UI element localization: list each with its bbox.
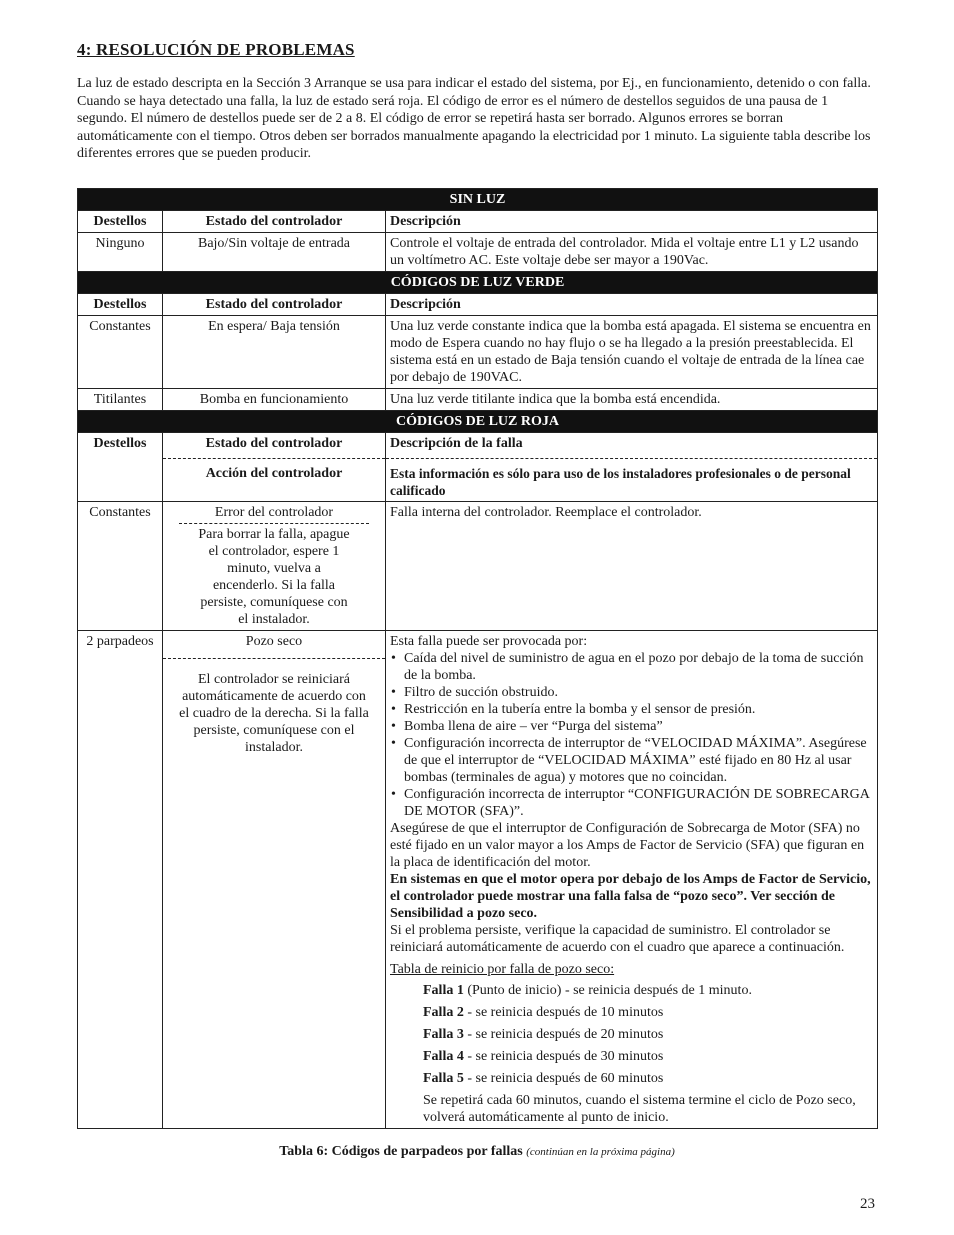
list-item: • Configuración incorrecta de interruptor de “VELOCIDAD MÁXIMA”. Asegúrese de que el interruptor de “VELOCIDAD MÁXIMA” esté fijado en 80 Hz al usar bombas (terminales de agua) y motores que no coincidan. [404, 735, 873, 786]
table-cell [163, 631, 386, 1129]
table-cell: En espera/ Baja tensión [163, 316, 386, 389]
table-caption [0, 1144, 954, 1160]
divider [386, 458, 877, 459]
table-cell: Falla interna del controlador. Reemplace el controlador. [386, 502, 878, 631]
list-item: Falla 1 (Punto de inicio) - se reinicia después de 1 minuto. [423, 983, 752, 998]
header-estado: Estado del controlador [205, 436, 343, 451]
sfa-paragraph: Asegúrese de que el interruptor de Configuración de Sobrecarga de Motor (SFA) no esté fijado en un valor mayor a los Amps de Factor de Servicio (SFA) que figuran en la placa de identificación del motor. [390, 821, 865, 870]
reset-list [390, 982, 873, 1126]
header-estado-accion [163, 433, 386, 502]
header-estado: Estado del controlador [163, 211, 386, 233]
header-descripcion: Descripción [386, 211, 878, 233]
table-cell [386, 631, 878, 1129]
list-item: • Filtro de succión obstruido. [404, 684, 873, 701]
estado-text: Pozo seco [245, 634, 303, 649]
list-item: • Bomba llena de aire – ver “Purga del sistema” [404, 718, 873, 735]
reset-table-title: Tabla de reinicio por falla de pozo seco: [390, 962, 615, 977]
list-item: Falla 2 - se reinicia después de 10 minutos [423, 1005, 664, 1020]
table-cell: Constantes [78, 502, 163, 631]
accion-text: Para borrar la falla, apague el controlador, espere 1 minuto, vuelva a encenderlo. Si la falla persiste, comuníquese con el instalador. [198, 527, 350, 627]
page-number: 23 [860, 1196, 875, 1212]
table-cell: Bajo/Sin voltaje de entrada [163, 233, 386, 272]
fault-codes-table [77, 188, 878, 1129]
section-title: 4: RESOLUCIÓN DE PROBLEMAS [77, 40, 355, 59]
table-cell: Una luz verde constante indica que la bomba está apagada. El sistema se encuentra en modo de Espera cuando no hay flujo o se ha llegado a la presión preestablecida. El sistema está en un estado de Baja tensión cuando el voltaje de entrada de la línea cae por debajo de 190VAC. [386, 316, 878, 389]
table-cell: Una luz verde titilante indica que la bomba está encendida. [386, 389, 878, 411]
warning-paragraph: En sistemas en que el motor opera por debajo de los Amps de Factor de Servicio, el controlador puede mostrar una falla falsa de “pozo seco”. Ver sección de Sensibilidad a pozo seco. [390, 872, 871, 921]
table-cell: Controle el voltaje de entrada del controlador. Mida el voltaje entre L1 y L2 usando un voltímetro AC. Este voltaje debe ser mayor a 190Vac. [386, 233, 878, 272]
caption-text: Tabla 6: Códigos de parpadeos por fallas [279, 1144, 523, 1159]
table-cell: 2 parpadeos [78, 631, 163, 1129]
divider [163, 458, 385, 459]
table-cell: Constantes [78, 316, 163, 389]
table-cell: Titilantes [78, 389, 163, 411]
header-destellos: Destellos [78, 211, 163, 233]
cause-intro: Esta falla puede ser provocada por: [390, 634, 588, 649]
table-cell: Ninguno [78, 233, 163, 272]
header-descripcion: Descripción de la falla [390, 436, 523, 451]
header-descripcion-falla [386, 433, 878, 502]
table-cell: Bomba en funcionamiento [163, 389, 386, 411]
list-item: • Configuración incorrecta de interruptor “CONFIGURACIÓN DE SOBRECARGA DE MOTOR (SFA)”. [404, 786, 873, 820]
header-note: Esta información es sólo para uso de los instaladores profesionales o de personal calificado [390, 466, 851, 498]
cause-list [390, 650, 873, 820]
band-verde: CÓDIGOS DE LUZ VERDE [78, 272, 878, 294]
list-item: • Restricción en la tubería entre la bomba y el sensor de presión. [404, 701, 873, 718]
band-roja: CÓDIGOS DE LUZ ROJA [78, 411, 878, 433]
band-sin-luz: SIN LUZ [78, 189, 878, 211]
list-item: Falla 3 - se reinicia después de 20 minutos [423, 1027, 664, 1042]
divider [179, 523, 369, 524]
header-destellos: Destellos [78, 294, 163, 316]
accion-text: El controlador se reiniciará automáticamente de acuerdo con el cuadro de la derecha. Si la falla persiste, comuníquese con el instalador. [179, 672, 369, 755]
intro-paragraph: La luz de estado descripta en la Sección 3 Arranque se usa para indicar el estado del sistema, por Ej., en funcionamiento, detenido o con falla. Cuando se haya detectado una falla, la luz de estado será roja. El código de error es el número de destellos seguidos de una pausa de 1 segundo. El número de destellos puede ser de 2 a 8. El código de error se repetirá hasta ser borrado. Algunos errores se borran automáticamente con el tiempo. Otros deben ser borrados manualmente apagando la electricidad por 1 minuto. La siguiente tabla describe los diferentes errores que se pueden producir. [77, 76, 871, 161]
list-item: Falla 5 - se reinicia después de 60 minutos [423, 1071, 664, 1086]
reset-note: Se repetirá cada 60 minutos, cuando el sistema termine el ciclo de Pozo seco, volverá automáticamente al punto de inicio. [423, 1093, 856, 1125]
estado-text: Error del controlador [214, 505, 334, 520]
header-estado: Estado del controlador [163, 294, 386, 316]
header-accion: Acción del controlador [205, 466, 343, 481]
list-item: • Caída del nivel de suministro de agua en el pozo por debajo de la toma de succión de la bomba. [404, 650, 873, 684]
caption-note: (continúan en la próxima página) [526, 1146, 675, 1158]
table-cell [163, 502, 386, 631]
divider [163, 658, 385, 659]
header-descripcion: Descripción [386, 294, 878, 316]
header-destellos: Destellos [78, 433, 163, 502]
persist-paragraph: Si el problema persiste, verifique la capacidad de suministro. El controlador se reiniciará automáticamente de acuerdo con el cuadro que aparece a continuación. [390, 923, 845, 955]
list-item: Falla 4 - se reinicia después de 30 minutos [423, 1049, 664, 1064]
